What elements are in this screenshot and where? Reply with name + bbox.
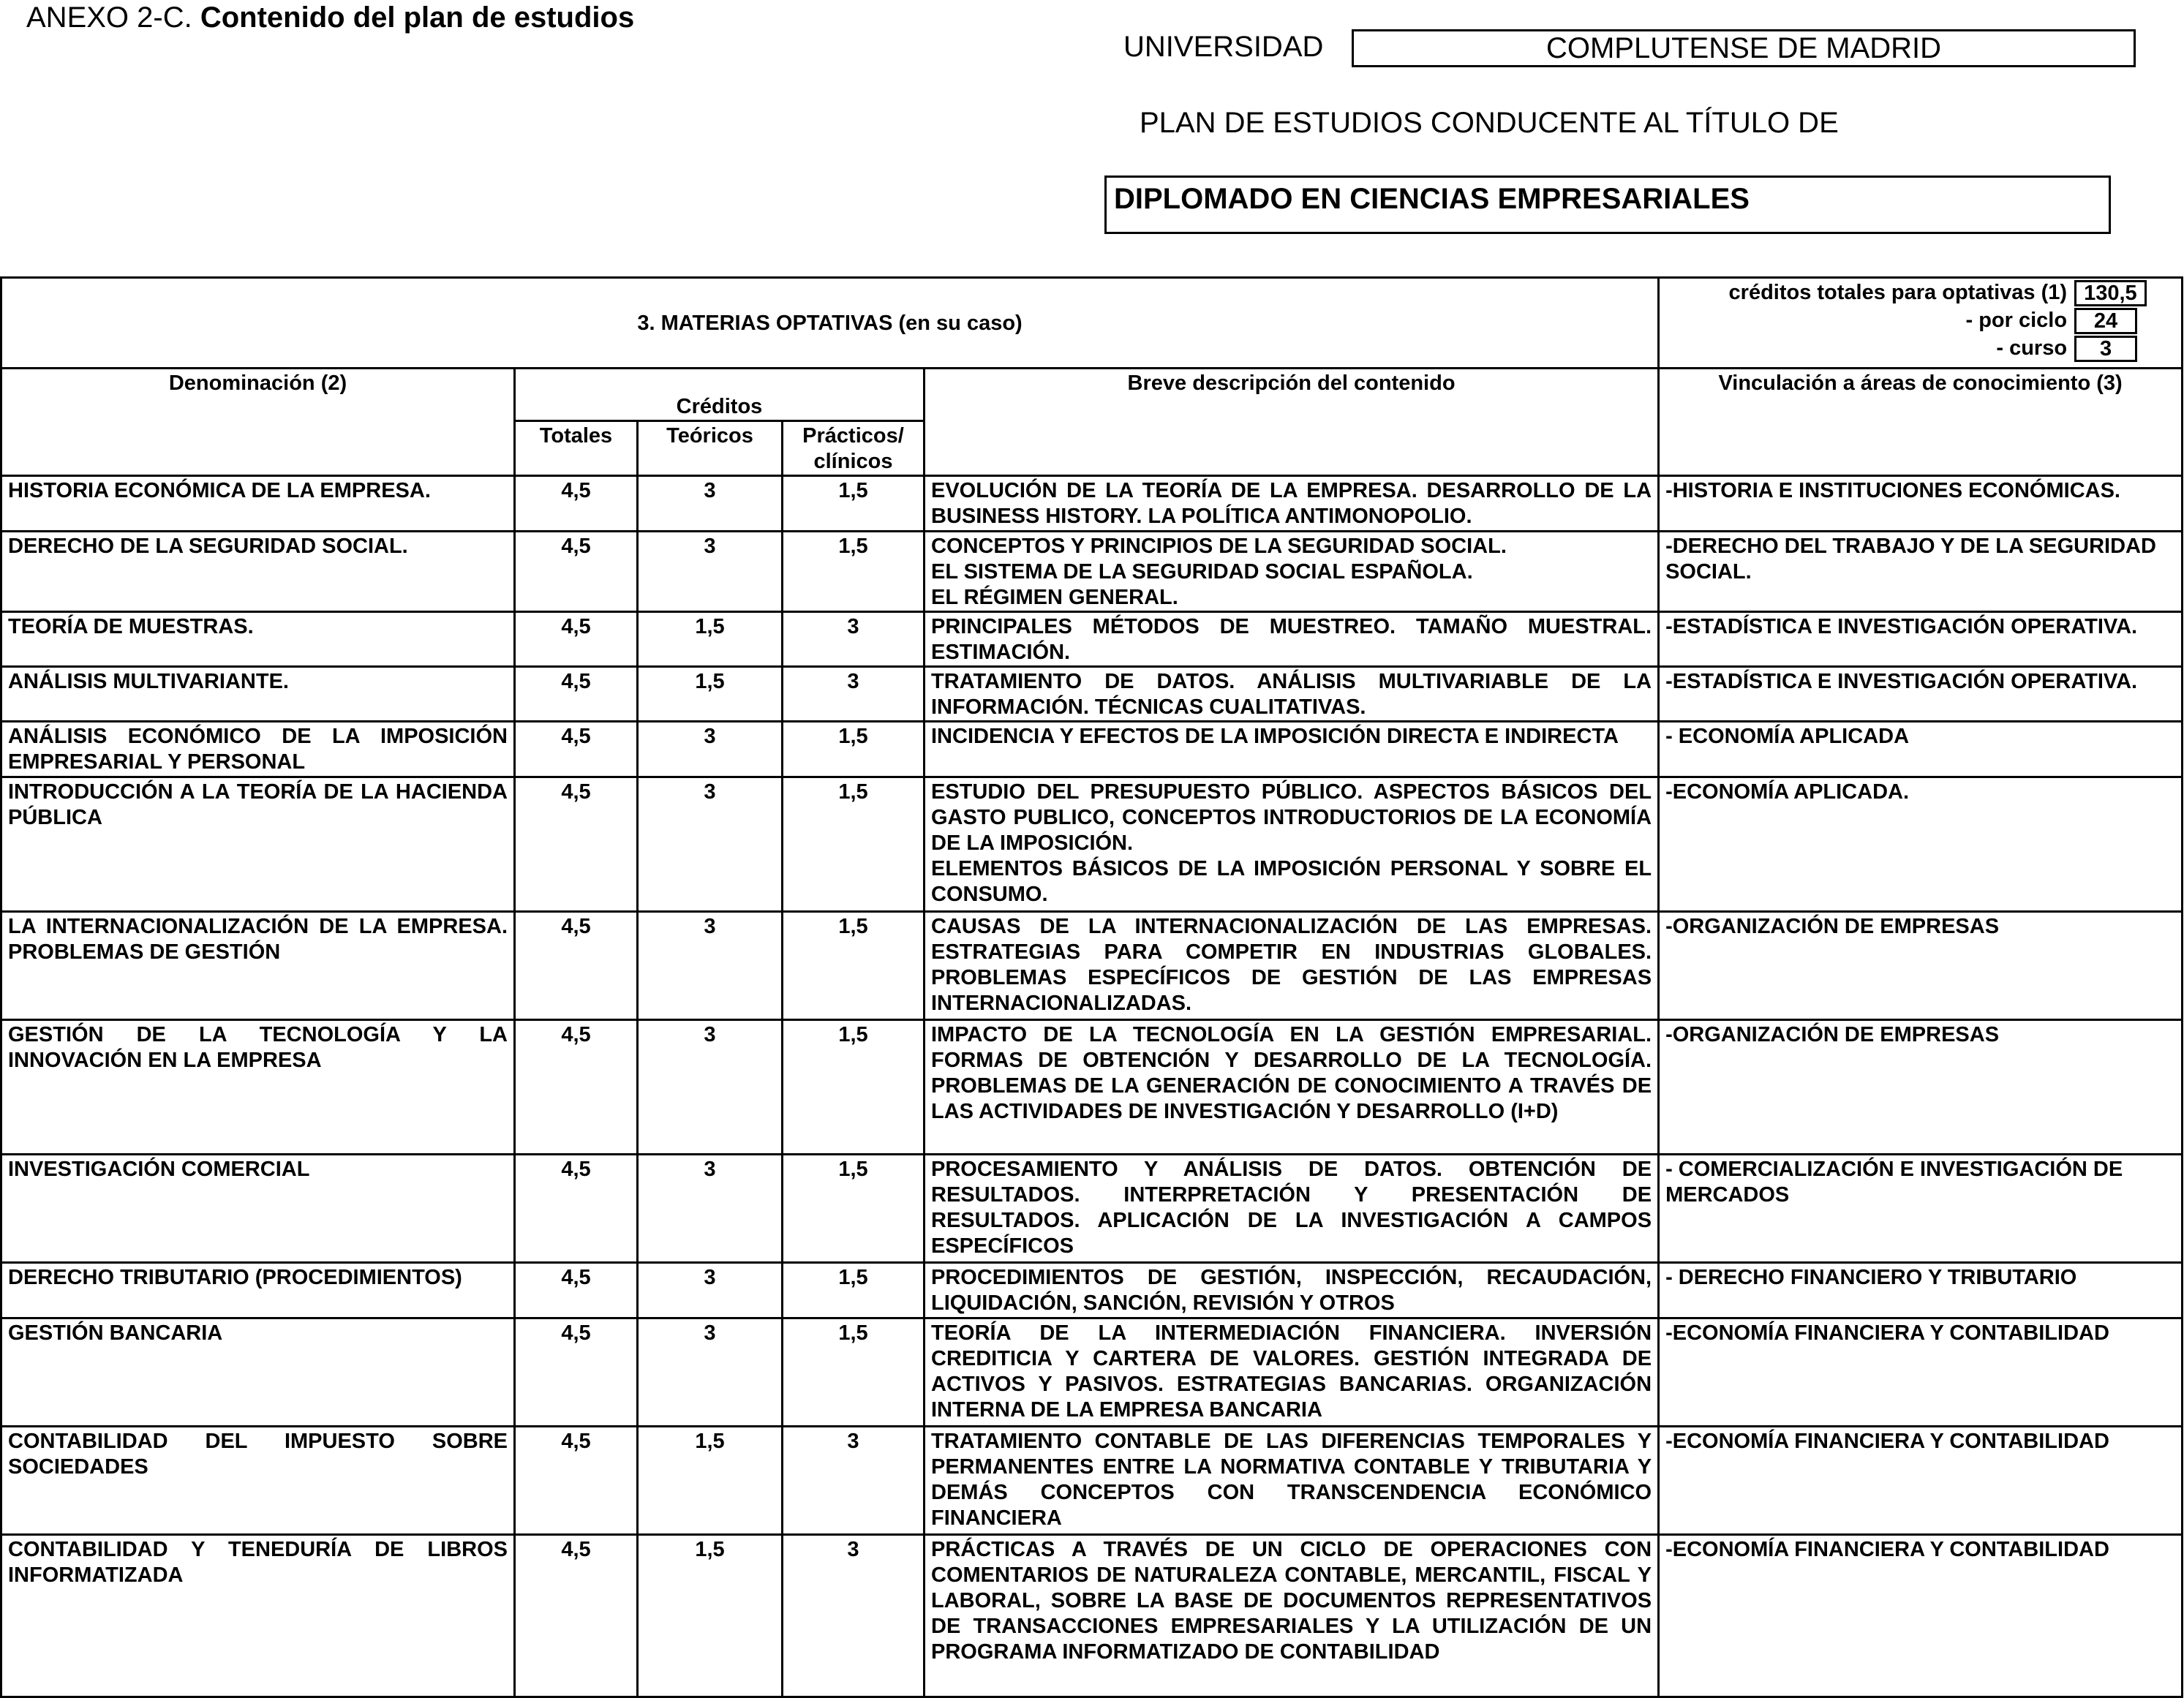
subject-name: DERECHO DE LA SEGURIDAD SOCIAL. bbox=[1, 532, 515, 612]
credits-total: 4,5 bbox=[515, 1535, 638, 1697]
content-description: PROCESAMIENTO Y ANÁLISIS DE DATOS. OBTENCIÓN DE RESULTADOS. INTERPRETACIÓN Y PRESENTACIÓN DE RESULTADOS. APLICACIÓN DE LA INVESTIGACIÓN A CAMPOS ESPECÍFICOS bbox=[925, 1155, 1659, 1263]
content-description: PRINCIPALES MÉTODOS DE MUESTREO. TAMAÑO MUESTRAL. ESTIMACIÓN. bbox=[925, 612, 1659, 667]
knowledge-area: -ORGANIZACIÓN DE EMPRESAS bbox=[1659, 1020, 2183, 1155]
subject-name: GESTIÓN BANCARIA bbox=[1, 1318, 515, 1427]
credits-practice: 1,5 bbox=[783, 912, 925, 1020]
content-description: EVOLUCIÓN DE LA TEORÍA DE LA EMPRESA. DESARROLLO DE LA BUSINESS HISTORY. LA POLÍTICA ANTIMONOPOLIO. bbox=[925, 476, 1659, 532]
content-description: TRATAMIENTO CONTABLE DE LAS DIFERENCIAS TEMPORALES Y PERMANENTES ENTRE LA NORMATIVA CONTABLE Y TRIBUTARIA Y DEMÁS CONCEPTOS CON TRANSCENDENCIA ECONÓMICO FINANCIERA bbox=[925, 1427, 1659, 1535]
credits-practice: 1,5 bbox=[783, 476, 925, 532]
content-description: CAUSAS DE LA INTERNACIONALIZACIÓN DE LAS EMPRESAS. ESTRATEGIAS PARA COMPETIR EN INDUSTRIAS GLOBALES. PROBLEMAS ESPECÍFICOS DE GESTIÓN DE LAS EMPRESAS INTERNACIONALIZADAS. bbox=[925, 912, 1659, 1020]
col-credits-header: Créditos bbox=[515, 369, 925, 421]
credits-practice: 3 bbox=[783, 612, 925, 667]
credits-practice: 1,5 bbox=[783, 1318, 925, 1427]
credits-theory: 3 bbox=[638, 1318, 783, 1427]
table-row bbox=[1, 1263, 2183, 1318]
credits-total: 4,5 bbox=[515, 1427, 638, 1535]
knowledge-area: - COMERCIALIZACIÓN E INVESTIGACIÓN DE MERCADOS bbox=[1659, 1155, 2183, 1263]
knowledge-area: -DERECHO DEL TRABAJO Y DE LA SEGURIDAD SOCIAL. bbox=[1659, 532, 2183, 612]
credits-practice: 3 bbox=[783, 1535, 925, 1697]
knowledge-area: -ESTADÍSTICA E INVESTIGACIÓN OPERATIVA. bbox=[1659, 667, 2183, 722]
knowledge-area: - DERECHO FINANCIERO Y TRIBUTARIO bbox=[1659, 1263, 2183, 1318]
col-areas-header: Vinculación a áreas de conocimiento (3) bbox=[1659, 369, 2183, 476]
col-totals-header: Totales bbox=[515, 421, 638, 476]
credits-total: 4,5 bbox=[515, 532, 638, 612]
credits-total: 4,5 bbox=[515, 1155, 638, 1263]
section-title: 3. MATERIAS OPTATIVAS (en su caso) bbox=[1, 278, 1659, 369]
table-row bbox=[1, 612, 2183, 667]
annex-heading bbox=[26, 1, 634, 34]
course-value: 3 bbox=[2074, 336, 2137, 362]
university-name: COMPLUTENSE DE MADRID bbox=[1352, 29, 2136, 67]
credits-total-value: 130,5 bbox=[2074, 280, 2147, 306]
credits-theory: 3 bbox=[638, 476, 783, 532]
credits-theory: 1,5 bbox=[638, 667, 783, 722]
credits-theory: 3 bbox=[638, 532, 783, 612]
plan-label: PLAN DE ESTUDIOS CONDUCENTE AL TÍTULO DE bbox=[1140, 107, 1839, 139]
section-header-row bbox=[1, 278, 2183, 369]
subject-rows bbox=[1, 476, 2183, 1697]
credits-practice: 1,5 bbox=[783, 1155, 925, 1263]
credits-practice: 1,5 bbox=[783, 1020, 925, 1155]
column-header-row bbox=[1, 369, 2183, 421]
credits-theory: 3 bbox=[638, 722, 783, 777]
table-row bbox=[1, 912, 2183, 1020]
subject-name: ANÁLISIS ECONÓMICO DE LA IMPOSICIÓN EMPRESARIAL Y PERSONAL bbox=[1, 722, 515, 777]
credits-practice: 1,5 bbox=[783, 532, 925, 612]
subject-name: CONTABILIDAD Y TENEDURÍA DE LIBROS INFORMATIZADA bbox=[1, 1535, 515, 1697]
col-name-header: Denominación (2) bbox=[1, 369, 515, 476]
subject-name: CONTABILIDAD DEL IMPUESTO SOBRE SOCIEDADES bbox=[1, 1427, 515, 1535]
col-theory-header: Teóricos bbox=[638, 421, 783, 476]
content-description: INCIDENCIA Y EFECTOS DE LA IMPOSICIÓN DIRECTA E INDIRECTA bbox=[925, 722, 1659, 777]
content-description: TEORÍA DE LA INTERMEDIACIÓN FINANCIERA. INVERSIÓN CREDITICIA Y CARTERA DE VALORES. GESTIÓN INTEGRADA DE ACTIVOS Y PASIVOS. ESTRATEGIAS BANCARIAS. ORGANIZACIÓN INTERNA DE LA EMPRESA BANCARIA bbox=[925, 1318, 1659, 1427]
credits-theory: 1,5 bbox=[638, 1535, 783, 1697]
optional-subjects-table bbox=[0, 276, 2183, 1698]
credits-theory: 1,5 bbox=[638, 612, 783, 667]
credits-total: 4,5 bbox=[515, 612, 638, 667]
table-row bbox=[1, 722, 2183, 777]
credits-theory: 1,5 bbox=[638, 1427, 783, 1535]
knowledge-area: -ECONOMÍA FINANCIERA Y CONTABILIDAD bbox=[1659, 1427, 2183, 1535]
table-row bbox=[1, 667, 2183, 722]
credits-practice: 1,5 bbox=[783, 1263, 925, 1318]
credits-practice: 1,5 bbox=[783, 777, 925, 912]
degree-title: DIPLOMADO EN CIENCIAS EMPRESARIALES bbox=[1104, 176, 2111, 234]
knowledge-area: -ESTADÍSTICA E INVESTIGACIÓN OPERATIVA. bbox=[1659, 612, 2183, 667]
credits-total: 4,5 bbox=[515, 476, 638, 532]
credits-practice: 3 bbox=[783, 667, 925, 722]
subject-name: DERECHO TRIBUTARIO (PROCEDIMIENTOS) bbox=[1, 1263, 515, 1318]
knowledge-area: -ORGANIZACIÓN DE EMPRESAS bbox=[1659, 912, 2183, 1020]
annex-prefix: ANEXO 2-C. bbox=[26, 1, 200, 34]
credits-total: 4,5 bbox=[515, 722, 638, 777]
credits-theory: 3 bbox=[638, 777, 783, 912]
content-description: PROCEDIMIENTOS DE GESTIÓN, INSPECCIÓN, RECAUDACIÓN, LIQUIDACIÓN, SANCIÓN, REVISIÓN Y OTROS bbox=[925, 1263, 1659, 1318]
knowledge-area: - ECONOMÍA APLICADA bbox=[1659, 722, 2183, 777]
knowledge-area: -ECONOMÍA FINANCIERA Y CONTABILIDAD bbox=[1659, 1318, 2183, 1427]
subject-name: LA INTERNACIONALIZACIÓN DE LA EMPRESA. PROBLEMAS DE GESTIÓN bbox=[1, 912, 515, 1020]
annex-title: Contenido del plan de estudios bbox=[200, 1, 635, 34]
credits-total: 4,5 bbox=[515, 1318, 638, 1427]
credits-total-label: créditos totales para optativas (1) bbox=[1728, 281, 2068, 304]
content-description: PRÁCTICAS A TRAVÉS DE UN CICLO DE OPERACIONES CON COMENTARIOS DE NATURALEZA CONTABLE, MERCANTIL, FISCAL Y LABORAL, SOBRE LA BASE DE DOCUMENTOS REPRESENTATIVOS DE TRANSACCIONES EMPRESARIALES Y LA UTILIZACIÓN DE UN PROGRAMA INFORMATIZADO DE CONTABILIDAD bbox=[925, 1535, 1659, 1697]
credits-theory: 3 bbox=[638, 912, 783, 1020]
table-row bbox=[1, 476, 2183, 532]
table-row bbox=[1, 1427, 2183, 1535]
per-cycle-label: - por ciclo bbox=[1965, 309, 2068, 332]
credits-practice: 1,5 bbox=[783, 722, 925, 777]
credits-total: 4,5 bbox=[515, 1263, 638, 1318]
table-row bbox=[1, 1020, 2183, 1155]
university-label: UNIVERSIDAD bbox=[1123, 31, 1324, 63]
subject-name: HISTORIA ECONÓMICA DE LA EMPRESA. bbox=[1, 476, 515, 532]
subject-name: TEORÍA DE MUESTRAS. bbox=[1, 612, 515, 667]
credits-practice: 3 bbox=[783, 1427, 925, 1535]
content-description: ESTUDIO DEL PRESUPUESTO PÚBLICO. ASPECTOS BÁSICOS DEL GASTO PUBLICO, CONCEPTOS INTRODUCTORIOS DE LA ECONOMÍA DE LA IMPOSICIÓN. ELEMENTOS BÁSICOS DE LA IMPOSICIÓN PERSONAL Y SOBRE EL CONSUMO. bbox=[925, 777, 1659, 912]
credits-theory: 3 bbox=[638, 1155, 783, 1263]
subject-name: INTRODUCCIÓN A LA TEORÍA DE LA HACIENDA PÚBLICA bbox=[1, 777, 515, 912]
credits-theory: 3 bbox=[638, 1263, 783, 1318]
credits-total: 4,5 bbox=[515, 912, 638, 1020]
content-description: IMPACTO DE LA TECNOLOGÍA EN LA GESTIÓN EMPRESARIAL. FORMAS DE OBTENCIÓN Y DESARROLLO DE LA TECNOLOGÍA. PROBLEMAS DE LA GENERACIÓN DE CONOCIMIENTO A TRAVÉS DE LAS ACTIVIDADES DE INVESTIGACIÓN Y DESARROLLO (I+D) bbox=[925, 1020, 1659, 1155]
credits-total: 4,5 bbox=[515, 777, 638, 912]
credit-summary-grid bbox=[1663, 279, 2178, 363]
subject-name: GESTIÓN DE LA TECNOLOGÍA Y LA INNOVACIÓN EN LA EMPRESA bbox=[1, 1020, 515, 1155]
table-row bbox=[1, 777, 2183, 912]
table-row bbox=[1, 1155, 2183, 1263]
knowledge-area: -ECONOMÍA FINANCIERA Y CONTABILIDAD bbox=[1659, 1535, 2183, 1697]
course-label: - curso bbox=[1996, 336, 2068, 360]
table-row bbox=[1, 532, 2183, 612]
credit-summary bbox=[1659, 278, 2183, 369]
credits-total: 4,5 bbox=[515, 1020, 638, 1155]
table-row bbox=[1, 1318, 2183, 1427]
content-description: TRATAMIENTO DE DATOS. ANÁLISIS MULTIVARIABLE DE LA INFORMACIÓN. TÉCNICAS CUALITATIVAS. bbox=[925, 667, 1659, 722]
col-practice-header: Prácticos/ clínicos bbox=[783, 421, 925, 476]
knowledge-area: -ECONOMÍA APLICADA. bbox=[1659, 777, 2183, 912]
content-description: CONCEPTOS Y PRINCIPIOS DE LA SEGURIDAD SOCIAL. EL SISTEMA DE LA SEGURIDAD SOCIAL ESPAÑOLA. EL RÉGIMEN GENERAL. bbox=[925, 532, 1659, 612]
credits-theory: 3 bbox=[638, 1020, 783, 1155]
subject-name: INVESTIGACIÓN COMERCIAL bbox=[1, 1155, 515, 1263]
col-description-header: Breve descripción del contenido bbox=[925, 369, 1659, 476]
subject-name: ANÁLISIS MULTIVARIANTE. bbox=[1, 667, 515, 722]
table-row bbox=[1, 1535, 2183, 1697]
credits-total: 4,5 bbox=[515, 667, 638, 722]
knowledge-area: -HISTORIA E INSTITUCIONES ECONÓMICAS. bbox=[1659, 476, 2183, 532]
per-cycle-value: 24 bbox=[2074, 308, 2137, 334]
